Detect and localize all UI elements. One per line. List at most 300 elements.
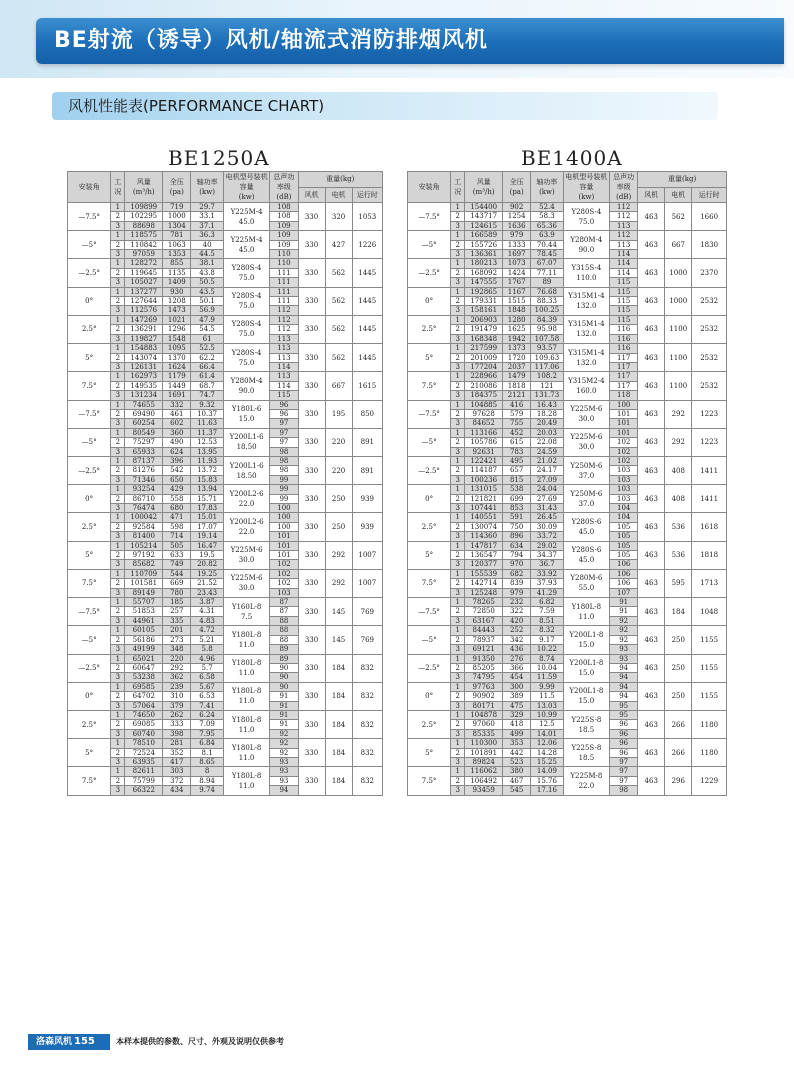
flow-cell: 105214	[125, 541, 163, 550]
motor-cell	[223, 541, 270, 569]
flow-cell: 192865	[465, 287, 503, 296]
condition-cell: 1	[111, 400, 125, 409]
power-cell: 5.67	[191, 682, 223, 691]
power-cell: 27.09	[531, 475, 563, 484]
flow-cell: 64702	[125, 692, 163, 701]
header-power	[191, 172, 223, 203]
motor-model: Y200L1-6	[229, 433, 264, 442]
flow-cell: 97763	[465, 682, 503, 691]
weight-running-cell: 1226	[352, 231, 382, 259]
flow-cell: 110842	[125, 240, 163, 249]
weight-running-cell: 1713	[692, 569, 727, 597]
table-row	[408, 626, 727, 635]
angle-cell: 5°	[68, 541, 111, 569]
weight-motor-cell: 184	[325, 682, 352, 710]
table-row	[408, 400, 727, 409]
noise-cell: 96	[270, 400, 298, 409]
pressure-cell: 1095	[163, 344, 191, 353]
condition-cell: 2	[111, 720, 125, 729]
table-row	[68, 767, 383, 776]
flow-cell: 140551	[465, 513, 503, 522]
noise-cell: 91	[610, 607, 638, 616]
condition-cell: 2	[451, 635, 465, 644]
noise-cell: 113	[270, 344, 298, 353]
condition-cell: 3	[451, 278, 465, 287]
power-cell: 5.21	[191, 635, 223, 644]
power-cell: 93.57	[531, 344, 563, 353]
power-cell: 13.72	[191, 466, 223, 475]
motor-model: Y315M1-4	[568, 292, 605, 301]
flow-cell: 78510	[125, 739, 163, 748]
motor-capacity: 11.0	[238, 697, 255, 706]
pressure-cell: 783	[503, 447, 531, 456]
weight-fan-cell: 330	[298, 259, 325, 287]
flow-cell: 206903	[465, 315, 503, 324]
right-performance-table	[407, 171, 727, 796]
noise-cell: 92	[270, 748, 298, 757]
weight-motor-cell: 320	[325, 203, 352, 231]
flow-cell: 53238	[125, 673, 163, 682]
motor-cell	[223, 598, 270, 626]
angle-cell: —2.5°	[68, 654, 111, 682]
noise-cell: 96	[610, 729, 638, 738]
pressure-cell: 1625	[503, 325, 531, 334]
power-cell: 88.33	[531, 297, 563, 306]
power-cell: 4.31	[191, 607, 223, 616]
power-cell: 47.9	[191, 315, 223, 324]
table-row	[408, 456, 727, 465]
flow-cell: 130074	[465, 522, 503, 531]
motor-cell	[223, 372, 270, 400]
noise-cell: 114	[270, 381, 298, 390]
flow-cell: 101581	[125, 579, 163, 588]
weight-fan-cell: 463	[638, 428, 665, 456]
power-cell: 22.08	[531, 438, 563, 447]
motor-cell	[563, 400, 609, 428]
weight-running-cell: 850	[352, 400, 382, 428]
flow-cell: 127644	[125, 297, 163, 306]
condition-cell: 3	[451, 221, 465, 230]
pressure-cell: 420	[503, 616, 531, 625]
weight-running-cell: 1180	[692, 710, 727, 738]
noise-cell: 105	[610, 522, 638, 531]
condition-cell: 1	[451, 513, 465, 522]
power-cell: 40	[191, 240, 223, 249]
power-cell: 108.2	[531, 372, 563, 381]
angle-cell: 7.5°	[68, 767, 111, 795]
angle-cell: 7.5°	[68, 569, 111, 597]
pressure-cell: 322	[503, 607, 531, 616]
motor-capacity: 75.0	[238, 302, 255, 311]
noise-cell: 88	[270, 626, 298, 635]
noise-cell: 113	[270, 334, 298, 343]
angle-cell: —5°	[68, 626, 111, 654]
condition-cell: 1	[111, 569, 125, 578]
noise-cell: 93	[270, 776, 298, 785]
table-row	[68, 400, 383, 409]
condition-cell: 2	[111, 776, 125, 785]
power-cell: 19.5	[191, 551, 223, 560]
section-title-bar	[52, 92, 718, 120]
table-row	[68, 259, 383, 268]
flow-cell: 217599	[465, 344, 503, 353]
flow-cell: 69085	[125, 720, 163, 729]
motor-capacity: 160.0	[576, 386, 597, 395]
power-cell: 8.51	[531, 616, 563, 625]
condition-cell: 1	[451, 456, 465, 465]
condition-cell: 2	[451, 409, 465, 418]
angle-cell: —7.5°	[408, 400, 451, 428]
flow-cell: 93459	[465, 786, 503, 795]
condition-cell: 2	[451, 748, 465, 757]
angle-cell: —2.5°	[408, 654, 451, 682]
noise-cell: 95	[610, 701, 638, 710]
flow-cell: 147269	[125, 315, 163, 324]
condition-cell: 1	[451, 372, 465, 381]
flow-cell: 65933	[125, 447, 163, 456]
weight-running-cell: 769	[352, 626, 382, 654]
noise-cell: 93	[610, 645, 638, 654]
noise-cell: 93	[270, 767, 298, 776]
noise-cell: 97	[270, 438, 298, 447]
table-row	[68, 541, 383, 550]
pressure-cell: 1515	[503, 297, 531, 306]
weight-running-cell: 1223	[692, 428, 727, 456]
motor-capacity: 45.0	[578, 556, 595, 565]
power-cell: 20.82	[191, 560, 223, 569]
weight-running-cell: 832	[352, 739, 382, 767]
table-row	[408, 569, 727, 578]
noise-cell: 103	[270, 588, 298, 597]
condition-cell: 1	[111, 626, 125, 635]
noise-cell: 115	[270, 391, 298, 400]
pressure-cell: 542	[163, 466, 191, 475]
pressure-cell: 602	[163, 419, 191, 428]
power-cell: 12.5	[531, 720, 563, 729]
flow-cell: 80549	[125, 428, 163, 437]
flow-cell: 51853	[125, 607, 163, 616]
flow-cell: 97060	[465, 720, 503, 729]
weight-running-cell: 1445	[352, 287, 382, 315]
condition-cell: 3	[111, 588, 125, 597]
noise-cell: 111	[270, 287, 298, 296]
weight-motor-cell: 562	[325, 315, 352, 343]
motor-model: Y180L-8	[231, 771, 262, 780]
flow-cell: 65021	[125, 654, 163, 663]
power-cell: 117.06	[531, 362, 563, 371]
motor-model: Y280S-4	[231, 320, 262, 329]
motor-cell	[563, 456, 609, 484]
noise-cell: 108	[270, 212, 298, 221]
pressure-cell: 335	[163, 616, 191, 625]
motor-capacity: 15.0	[578, 640, 595, 649]
weight-running-cell: 2532	[692, 372, 727, 400]
condition-cell: 2	[111, 494, 125, 503]
flow-cell: 97628	[465, 409, 503, 418]
noise-cell: 101	[270, 532, 298, 541]
motor-cell	[563, 767, 609, 795]
pressure-cell: 755	[503, 419, 531, 428]
flow-cell: 124615	[465, 221, 503, 230]
noise-cell: 90	[270, 682, 298, 691]
condition-cell: 1	[111, 315, 125, 324]
power-cell: 65.36	[531, 221, 563, 230]
power-cell: 13.94	[191, 485, 223, 494]
header-motor-label: 电机型号装机容量	[225, 173, 268, 191]
flow-cell: 69585	[125, 682, 163, 691]
weight-fan-cell: 463	[638, 344, 665, 372]
angle-cell: 0°	[408, 485, 451, 513]
pressure-cell: 1479	[503, 372, 531, 381]
noise-cell: 103	[610, 466, 638, 475]
power-cell: 31.43	[531, 504, 563, 513]
weight-motor-cell: 184	[325, 710, 352, 738]
noise-cell: 113	[610, 240, 638, 249]
pressure-cell: 902	[503, 203, 531, 212]
power-cell: 20.03	[531, 428, 563, 437]
angle-cell: 2.5°	[408, 315, 451, 343]
power-cell: 52.4	[531, 203, 563, 212]
flow-cell: 97192	[125, 551, 163, 560]
noise-cell: 116	[610, 334, 638, 343]
condition-cell: 1	[451, 344, 465, 353]
power-cell: 7.59	[531, 607, 563, 616]
condition-cell: 3	[111, 475, 125, 484]
noise-cell: 112	[270, 325, 298, 334]
power-cell: 6.24	[191, 710, 223, 719]
weight-motor-cell: 184	[325, 654, 352, 682]
weight-motor-cell: 292	[325, 569, 352, 597]
weight-fan-cell: 330	[298, 344, 325, 372]
noise-cell: 89	[270, 654, 298, 663]
weight-motor-cell: 536	[665, 513, 692, 541]
power-cell: 14.01	[531, 729, 563, 738]
table-row	[68, 456, 383, 465]
motor-cell	[223, 456, 270, 484]
header-condition: 工况	[111, 172, 125, 203]
condition-cell: 1	[111, 682, 125, 691]
condition-cell: 3	[111, 673, 125, 682]
motor-cell	[223, 569, 270, 597]
weight-running-cell: 2532	[692, 344, 727, 372]
noise-cell: 101	[610, 419, 638, 428]
weight-motor-cell: 562	[325, 344, 352, 372]
condition-cell: 2	[111, 635, 125, 644]
weight-running-cell: 1411	[692, 485, 727, 513]
motor-capacity: 18.50	[236, 471, 257, 480]
condition-cell: 3	[451, 560, 465, 569]
angle-cell: 7.5°	[68, 372, 111, 400]
pressure-cell: 398	[163, 729, 191, 738]
noise-cell: 96	[610, 739, 638, 748]
condition-cell: 2	[451, 776, 465, 785]
weight-motor-cell: 595	[665, 569, 692, 597]
pressure-cell: 303	[163, 767, 191, 776]
motor-model: Y225M-4	[230, 207, 263, 216]
table-row	[408, 710, 727, 719]
condition-cell: 3	[111, 645, 125, 654]
flow-cell: 143717	[465, 212, 503, 221]
power-cell: 18.28	[531, 409, 563, 418]
header-banner	[0, 0, 794, 78]
flow-cell: 179331	[465, 297, 503, 306]
power-cell: 4.83	[191, 616, 223, 625]
pressure-cell: 1167	[503, 287, 531, 296]
condition-cell: 1	[111, 231, 125, 240]
motor-cell	[223, 626, 270, 654]
power-cell: 8.1	[191, 748, 223, 757]
pressure-cell: 495	[503, 456, 531, 465]
table-row	[68, 485, 383, 494]
motor-cell	[563, 372, 609, 400]
pressure-cell: 185	[163, 598, 191, 607]
flow-cell: 122421	[465, 456, 503, 465]
flow-cell: 102295	[125, 212, 163, 221]
flow-cell: 166589	[465, 231, 503, 240]
pressure-cell: 1370	[163, 353, 191, 362]
power-cell: 27.69	[531, 494, 563, 503]
weight-motor-cell: 1100	[665, 372, 692, 400]
noise-cell: 109	[270, 221, 298, 230]
condition-cell: 3	[111, 278, 125, 287]
weight-running-cell: 1007	[352, 569, 382, 597]
pressure-cell: 781	[163, 231, 191, 240]
noise-cell: 102	[270, 560, 298, 569]
weight-motor-cell: 1000	[665, 287, 692, 315]
weight-motor-cell: 292	[665, 400, 692, 428]
noise-cell: 96	[610, 748, 638, 757]
weight-fan-cell: 463	[638, 315, 665, 343]
power-cell: 15.71	[191, 494, 223, 503]
motor-model: Y180L-6	[231, 405, 262, 414]
flow-cell: 60647	[125, 663, 163, 672]
power-cell: 56.9	[191, 306, 223, 315]
header-motor	[223, 172, 270, 203]
motor-capacity: 30.0	[578, 443, 595, 452]
weight-motor-cell: 220	[325, 428, 352, 456]
flow-cell: 80171	[465, 701, 503, 710]
page-title: BE射流（诱导）风机/轴流式消防排烟风机	[54, 28, 488, 53]
header-weight: 重量(kg)	[298, 172, 383, 188]
power-cell: 5.8	[191, 645, 223, 654]
weight-fan-cell: 463	[638, 400, 665, 428]
flow-cell: 136361	[465, 250, 503, 259]
noise-cell: 108	[270, 203, 298, 212]
motor-cell	[563, 485, 609, 513]
header-weight: 重量(kg)	[638, 172, 727, 188]
weight-running-cell: 1445	[352, 315, 382, 343]
motor-cell	[563, 739, 609, 767]
noise-cell: 90	[270, 673, 298, 682]
power-cell: 16.47	[191, 541, 223, 550]
noise-cell: 89	[270, 645, 298, 654]
power-cell: 37.1	[191, 221, 223, 230]
power-cell: 4.96	[191, 654, 223, 663]
motor-model: Y200L1-8	[569, 659, 604, 668]
flow-cell: 76474	[125, 504, 163, 513]
pressure-cell: 1818	[503, 381, 531, 390]
pressure-cell: 1063	[163, 240, 191, 249]
header-power-unit: (kw)	[539, 188, 555, 196]
weight-running-cell: 1155	[692, 654, 727, 682]
pressure-cell: 348	[163, 645, 191, 654]
motor-cell	[223, 767, 270, 795]
power-cell: 13.03	[531, 701, 563, 710]
angle-cell: 5°	[68, 344, 111, 372]
pressure-cell: 362	[163, 673, 191, 682]
pressure-cell: 262	[163, 710, 191, 719]
noise-cell: 114	[610, 259, 638, 268]
power-cell: 7.41	[191, 701, 223, 710]
noise-cell: 96	[610, 720, 638, 729]
flow-cell: 119645	[125, 268, 163, 277]
condition-cell: 1	[111, 710, 125, 719]
pressure-cell: 657	[503, 466, 531, 475]
weight-fan-cell: 463	[638, 682, 665, 710]
weight-motor-cell: 250	[665, 682, 692, 710]
motor-model: Y315M1-4	[568, 320, 605, 329]
pressure-cell: 434	[163, 786, 191, 795]
header-title-bar	[36, 18, 784, 64]
condition-cell: 3	[451, 673, 465, 682]
pressure-cell: 220	[163, 654, 191, 663]
pressure-cell: 1353	[163, 250, 191, 259]
weight-motor-cell: 296	[665, 767, 692, 795]
power-cell: 6.84	[191, 739, 223, 748]
noise-cell: 97	[270, 428, 298, 437]
header-motor-unit: (kw)	[238, 193, 255, 201]
weight-fan-cell: 330	[298, 682, 325, 710]
flow-cell: 168092	[465, 268, 503, 277]
motor-cell	[563, 626, 609, 654]
condition-cell: 2	[451, 607, 465, 616]
table-header-row	[68, 172, 383, 188]
power-cell: 9.74	[191, 786, 223, 795]
flow-cell: 210086	[465, 381, 503, 390]
angle-cell: —2.5°	[68, 259, 111, 287]
flow-cell: 57064	[125, 701, 163, 710]
table-header-row	[408, 172, 727, 188]
flow-cell: 91350	[465, 654, 503, 663]
power-cell: 33.1	[191, 212, 223, 221]
condition-cell: 2	[111, 325, 125, 334]
motor-capacity: 30.0	[238, 584, 255, 593]
motor-model: Y180L-8	[231, 715, 262, 724]
power-cell: 58.3	[531, 212, 563, 221]
page-number: 155	[74, 1036, 95, 1047]
flow-cell: 136547	[465, 551, 503, 560]
weight-fan-cell: 330	[298, 654, 325, 682]
weight-motor-cell: 292	[325, 541, 352, 569]
motor-capacity: 11.0	[238, 669, 255, 678]
angle-cell: —7.5°	[408, 598, 451, 626]
noise-cell: 91	[270, 701, 298, 710]
weight-motor-cell: 184	[325, 767, 352, 795]
power-cell: 95.98	[531, 325, 563, 334]
pressure-cell: 749	[163, 560, 191, 569]
noise-cell: 116	[610, 325, 638, 334]
table-row	[68, 654, 383, 663]
flow-cell: 49199	[125, 645, 163, 654]
power-cell: 68.7	[191, 381, 223, 390]
condition-cell: 2	[451, 212, 465, 221]
header-flow-unit: (m³/h)	[132, 188, 155, 196]
motor-capacity: 132.0	[576, 358, 597, 367]
motor-cell	[223, 682, 270, 710]
weight-fan-cell: 463	[638, 231, 665, 259]
condition-cell: 3	[111, 391, 125, 400]
left-performance-table	[67, 171, 383, 796]
